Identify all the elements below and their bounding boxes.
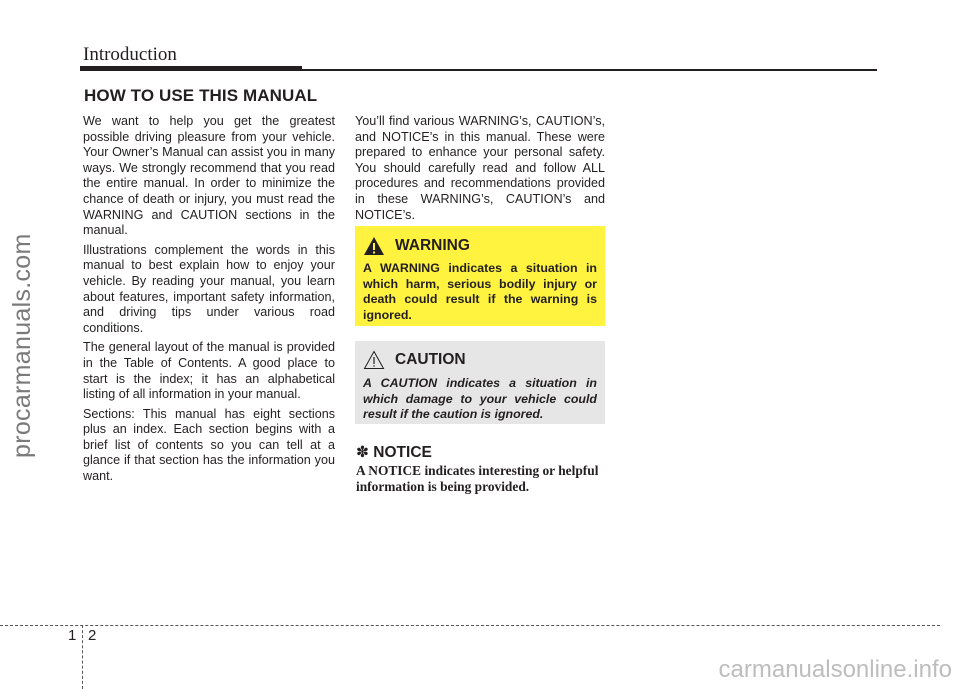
warning-triangle-icon xyxy=(363,236,385,256)
footer-divider xyxy=(0,625,940,626)
caution-heading xyxy=(363,349,597,371)
paragraph: Sections: This manual has eight sections plus an index. Each section begins with a brief list of contents so you can tell at a glance if that section has the information you want. xyxy=(83,406,335,484)
side-watermark: procarmanuals.com xyxy=(8,233,36,458)
left-column xyxy=(83,114,335,489)
footer-page-divider xyxy=(82,625,83,689)
warning-heading-text: WARNING xyxy=(395,237,470,254)
chapter-title: Introduction xyxy=(83,44,177,65)
notice-body: A NOTICE indicates interesting or helpful information is being provided. xyxy=(356,463,599,494)
section-title: HOW TO USE THIS MANUAL xyxy=(84,86,318,105)
caution-body: A CAUTION indicates a situation in which damage to your vehicle could result if the caution is ignored. xyxy=(363,376,597,421)
caution-triangle-icon xyxy=(363,350,385,370)
warning-box xyxy=(355,226,605,326)
header-rule-thin xyxy=(302,69,877,71)
header-rule-thick xyxy=(80,66,302,71)
bottom-watermark: carmanualsonline.info xyxy=(718,656,952,683)
page-number: 2 xyxy=(88,627,97,644)
caution-heading-text: CAUTION xyxy=(395,351,466,368)
warning-body: A WARNING indicates a situation in which harm, serious bodily injury or death could result if the warning is ignored. xyxy=(363,261,597,322)
paragraph: We want to help you get the greatest possible driving pleasure from your vehicle. Your Owner’s Manual can assist you in many ways. We strongly recommend that you read the entire manual. In order to minimize the chance of death or injury, you must read the WARNING and CAUTION sections in the manual. xyxy=(83,114,335,238)
right-column xyxy=(355,114,605,227)
caution-box xyxy=(355,341,605,424)
paragraph: Illustrations complement the words in this manual to best explain how to enjoy your vehicle. By reading your manual, you learn about features, important safety information, and driving tips under various road conditions. xyxy=(83,242,335,335)
warning-heading xyxy=(363,235,597,257)
paragraph: The general layout of the manual is provided in the Table of Contents. A good place to start is the index; it has an alphabetical listing of all information in your manual. xyxy=(83,340,335,402)
chapter-number: 1 xyxy=(68,627,77,644)
paragraph: You’ll find various WARNING’s, CAUTION’s, and NOTICE’s in this manual. These were prepared to enhance your personal safety. You should carefully read and follow ALL procedures and recommendations provided in these WARNING’s, CAUTION’s and NOTICE’s. xyxy=(355,114,605,222)
notice-heading: ✽ NOTICE xyxy=(356,444,432,461)
